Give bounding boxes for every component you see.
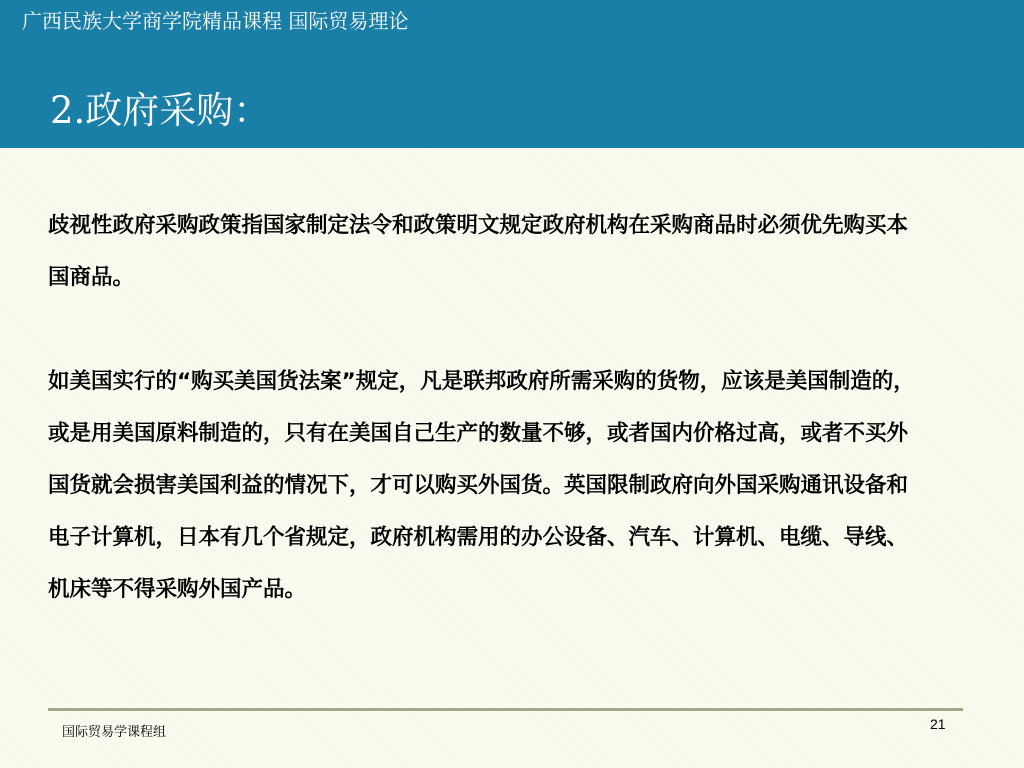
paragraph-definition: 歧视性政府采购政策指国家制定法令和政策明文规定政府机构在采购商品时必须优先购买本国商品。 xyxy=(48,213,909,290)
page-number: 21 xyxy=(930,716,946,732)
header-bar xyxy=(0,0,1024,148)
slide-content xyxy=(48,200,920,616)
footer-group-name: 国际贸易学课程组 xyxy=(62,725,167,740)
slide-title: 2.政府采购： xyxy=(50,89,271,132)
paragraph-examples: 如美国实行的“购买美国货法案”规定，凡是联邦政府所需采购的货物，应该是美国制造的，或是用美国原料制造的，只有在美国自己生产的数量不够，或者国内价格过高，或者不买外国货就会损害美国利益的情况下，才可以购买外国货。英国限制政府向外国采购通讯设备和电子计算机，日本有几个省规定，政府机构需用的办公设备、汽车、计算机、电缆、导线、机床等不得采购外国产品。 xyxy=(48,369,915,602)
course-title: 广西民族大学商学院精品课程 国际贸易理论 xyxy=(22,9,409,33)
footer-divider xyxy=(48,708,963,711)
